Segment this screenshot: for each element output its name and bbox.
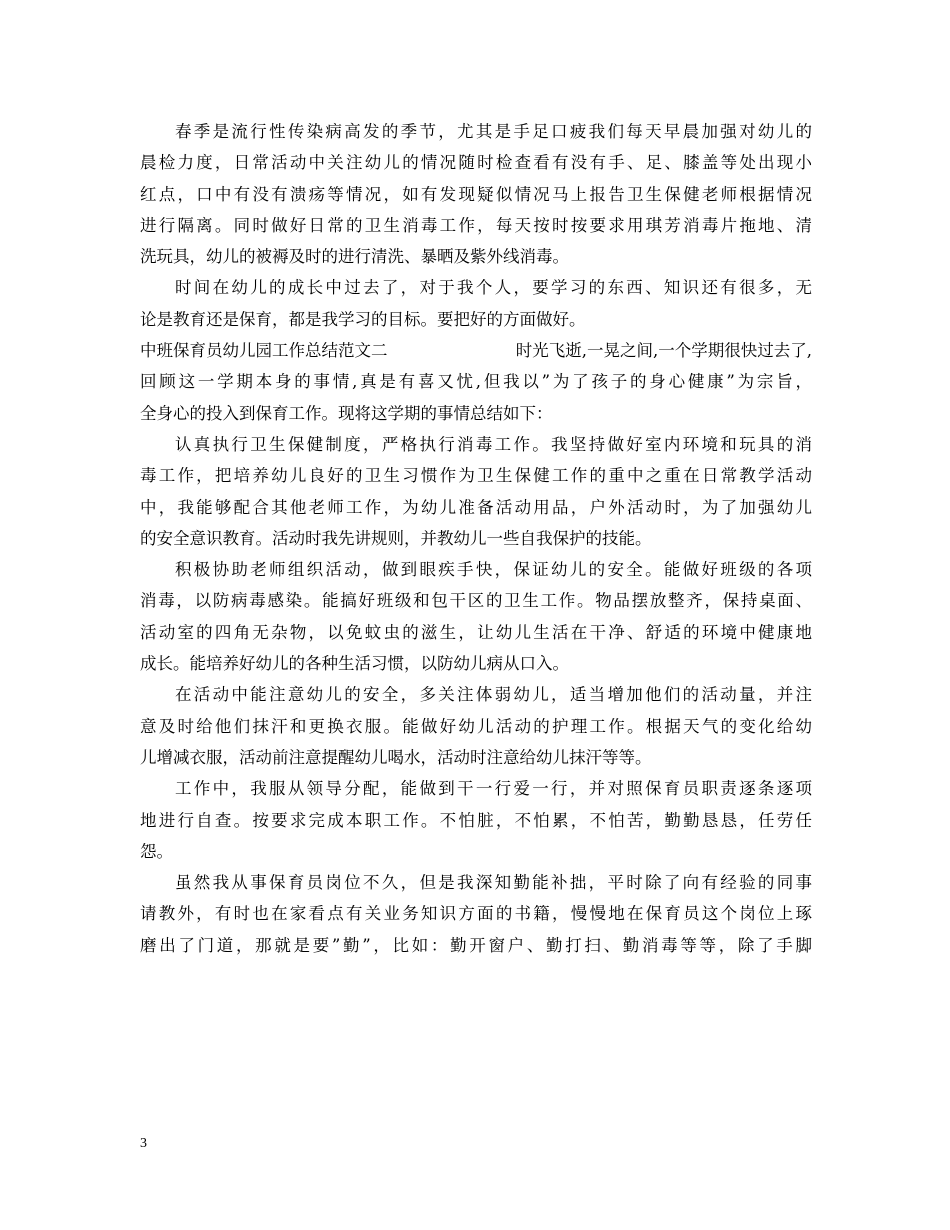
paragraph-line: 全身心的投入到保育工作。现将这学期的事情总结如下： <box>140 403 553 423</box>
section-title-line <box>140 335 812 366</box>
paragraph-line: 晨检力度，日常活动中关注幼儿的情况随时检查看有没有手、足、膝盖等处出现小 <box>140 153 812 173</box>
paragraph-line: 论是教育还是保育，都是我学习的目标。要把好的方面做好。 <box>140 309 586 329</box>
paragraph-5 <box>140 554 812 679</box>
paragraph-7 <box>140 773 812 867</box>
paragraph-line: 工作中，我服从领导分配，能做到干一行爱一行，并对照保育员职责逐条逐项 <box>175 779 812 799</box>
paragraph-line: 儿增减衣服，活动前注意提醒幼儿喝水，活动时注意给幼儿抹汗等等。 <box>140 747 652 767</box>
paragraph-line: 消毒，以防病毒感染。能搞好班级和包干区的卫生工作。物品摆放整齐，保持桌面、 <box>140 591 812 611</box>
paragraph-line: 洗玩具，幼儿的被褥及时的进行清洗、暴晒及紫外线消毒。 <box>140 247 569 267</box>
section-title-continuation: 时光飞逝,一晃之间,一个学期很快过去了, <box>515 341 812 361</box>
paragraph-line: 回顾这一学期本身的事情,真是有喜又忧,但我以”为了孩子的身心健康”为宗旨， <box>140 372 812 392</box>
paragraph-6 <box>140 679 812 773</box>
paragraph-line: 时间在幼儿的成长中过去了，对于我个人，要学习的东西、知识还有很多，无 <box>175 278 812 298</box>
paragraph-line: 地进行自查。按要求完成本职工作。不怕脏，不怕累，不怕苦，勤勤恳恳，任劳任 <box>140 810 812 830</box>
paragraph-line: 积极协助老师组织活动，做到眼疾手快，保证幼儿的安全。能做好班级的各项 <box>175 560 812 580</box>
page-number: 3 <box>140 1136 147 1151</box>
paragraph-line: 进行隔离。同时做好日常的卫生消毒工作，每天按时按要求用琪芳消毒片拖地、清 <box>140 215 812 235</box>
paragraph-line: 磨出了门道，那就是要”勤”，比如：勤开窗户、勤打扫、勤消毒等等，除了手脚 <box>140 935 812 955</box>
paragraph-line: 的安全意识教育。活动时我先讲规则，并教幼儿一些自我保护的技能。 <box>140 528 652 548</box>
body-text <box>140 116 812 961</box>
paragraph-line: 红点，口中有没有溃疡等情况，如有发现疑似情况马上报告卫生保健老师根据情况 <box>140 184 812 204</box>
paragraph-line: 春季是流行性传染病高发的季节，尤其是手足口疲我们每天早晨加强对幼儿的 <box>175 122 812 141</box>
paragraph-line: 怨。 <box>140 841 173 861</box>
paragraph-line: 中，我能够配合其他老师工作，为幼儿准备活动用品，户外活动时，为了加强幼儿 <box>140 497 812 517</box>
paragraph-line: 意及时给他们抹汗和更换衣服。能做好幼儿活动的护理工作。根据天气的变化给幼 <box>140 716 812 736</box>
paragraph-line: 成长。能培养好幼儿的各种生活习惯，以防幼儿病从口入。 <box>140 654 569 674</box>
paragraph-line: 认真执行卫生保健制度，严格执行消毒工作。我坚持做好室内环境和玩具的消 <box>175 434 812 454</box>
paragraph-3 <box>140 335 812 429</box>
paragraph-1 <box>140 116 812 272</box>
paragraph-line: 毒工作，把培养幼儿良好的卫生习惯作为卫生保健工作的重中之重在日常教学活动 <box>140 466 812 486</box>
paragraph-2 <box>140 272 812 335</box>
paragraph-line: 活动室的四角无杂物，以免蚊虫的滋生，让幼儿生活在干净、舒适的环境中健康地 <box>140 622 812 642</box>
paragraph-line: 请教外，有时也在家看点有关业务知识方面的书籍，慢慢地在保育员这个岗位上琢 <box>140 904 812 924</box>
paragraph-line: 在活动中能注意幼儿的安全，多关注体弱幼儿，适当增加他们的活动量，并注 <box>175 685 812 705</box>
paragraph-line: 虽然我从事保育员岗位不久，但是我深知勤能补拙，平时除了向有经验的同事 <box>175 873 812 893</box>
section-title: 中班保育员幼儿园工作总结范文二 <box>140 341 388 361</box>
paragraph-4 <box>140 429 812 554</box>
paragraph-8 <box>140 867 812 961</box>
